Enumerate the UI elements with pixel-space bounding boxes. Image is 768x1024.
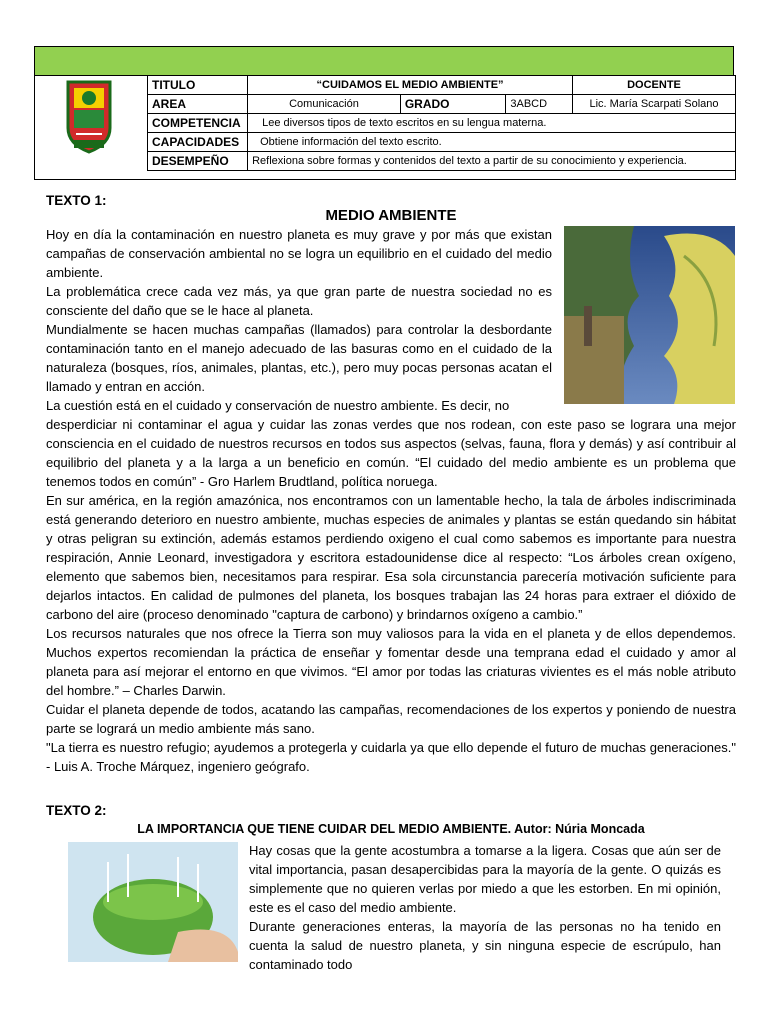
docente-label: DOCENTE (573, 76, 736, 95)
grado-label: GRADO (400, 95, 506, 114)
texto2-paragraph-2: Durante generaciones enteras, la mayoría de las personas no ha tenido en cuenta la salud de nuestro planeta, y sin ninguna especie de escrúpulo, han contaminado todo (249, 919, 721, 972)
texto1-paragraph-2: La problemática crece cada vez más, ya que gran parte de nuestra sociedad no es consciente del daño que se le hace al planeta. (46, 284, 552, 318)
texto1-paragraph-3: Mundialmente se hacen muchas campañas (llamados) para controlar la desbordante contaminación tanto en el manejo adecuado de las basuras como en el cuidado de la naturaleza (bosques, ríos, animales, plantas, etc.), pero muy pocas personas acatan el llamado y entran en acción. (46, 322, 552, 394)
docente-value: Lic. María Scarpati Solano (573, 95, 736, 114)
grado-value: 3ABCD (506, 95, 573, 114)
area-label: AREA (148, 95, 248, 114)
texto1-paragraph-4b: desperdiciar ni contaminar el agua y cuidar las zonas verdes que nos rodean, con este paso se lograra una mejor consciencia en el cuidado de nuestros recursos en todos sus aspectos (selvas, fauna, flora y demás) y así contribuir al equilibrio del planeta y a la larga a un beneficio en común. “El cuidado del medio ambiente es un problema que tenemos todos en común” - Gro Harlem Brudtland, política noruega. (46, 417, 736, 489)
desempeno-label: DESEMPEÑO (148, 152, 248, 171)
texto1-paragraph-5: En sur américa, en la región amazónica, nos encontramos con un lamentable hecho, la tala de árboles indiscriminada está generando deterioro en nuestro ambiente, muchas especies de animales y plantas se están quedando sin hábitat y otras peligran su extinción, además estamos perdiendo oxigeno el cual como sabemos es importante para nuestra respiración, Annie Leonard, investigadora y escritora estadounidense dice al respecto: “Los árboles crean oxígeno, elemento que sabemos bien, necesitamos para respirar. Esa sola circunstancia parecería motivación suficiente para dejarlos intactos. En calidad de pulmones del planeta, los bosques trabajan las 24 horas para extraer el dióxido de carbono del aire (proceso denominado "captura de carbono) y brindarnos oxígeno a cambio.” (46, 493, 736, 622)
texto1-title: MEDIO AMBIENTE (325, 207, 457, 224)
texto2-paragraph-1: Hay cosas que la gente acostumbra a tomarse a la ligera. Cosas que aún ser de vital importancia, pasan desapercibidas para la mayoría de la gente. O quizás es simplemente que no quieren verlas por miedo a que les estorben. En mi opinión, este es el caso del medio ambiente. (249, 843, 721, 915)
header-info-table (147, 75, 736, 171)
titulo-label: TITULO (148, 76, 248, 95)
capacidades-value: Obtiene información del texto escrito. (248, 133, 736, 152)
environment-illustration-image (564, 226, 735, 404)
texto1-paragraph-1: Hoy en día la contaminación en nuestro planeta es muy grave y por más que existan campañas de conservación ambiental no se logra un equilibrio en el cuidado del medio ambiente. (46, 227, 552, 280)
texto1-paragraph-8: "La tierra es nuestro refugio; ayudemos a protegerla y cuidarla ya que ello depende el futuro de muchas generaciones." - Luis A. Troche Márquez, ingeniero geógrafo. (46, 740, 736, 774)
school-crest-logo (64, 78, 114, 154)
desempeno-value: Reflexiona sobre formas y contenidos del texto a partir de su conocimiento y experiencia. (248, 152, 736, 171)
area-value: Comunicación (248, 95, 401, 114)
texto2-title: LA IMPORTANCIA QUE TIENE CUIDAR DEL MEDIO AMBIENTE. Autor: Núria Moncada (137, 822, 645, 836)
texto1-paragraph-6: Los recursos naturales que nos ofrece la Tierra son muy valiosos para la vida en el planeta y de ellos dependemos. Muchos expertos recomiendan la práctica de enseñar y fomentar desde una temprana edad el cuidado y amor al planeta para así mejorar el entorno en que vivimos. “El amor por todas las criaturas vivientes es el más noble atributo del hombre.” – Charles Darwin. (46, 626, 736, 698)
competencia-value: Lee diversos tipos de texto escritos en su lengua materna. (248, 114, 736, 133)
capacidades-label: CAPACIDADES (148, 133, 248, 152)
titulo-value: “CUIDAMOS EL MEDIO AMBIENTE” (248, 76, 573, 95)
texto1-paragraph-4a: La cuestión está en el cuidado y conservación de nuestro ambiente. Es decir, no (46, 398, 510, 413)
texto2-label: TEXTO 2: (46, 803, 107, 818)
texto1-paragraph-7: Cuidar el planeta depende de todos, acatando las campañas, recomendaciones de los expertos y poniendo de nuestra parte se logrará un medio ambiente más sano. (46, 702, 736, 736)
header-green-bar (34, 46, 734, 76)
competencia-label: COMPETENCIA (148, 114, 248, 133)
globe-in-hand-image (68, 842, 238, 962)
texto1-label: TEXTO 1: (46, 193, 107, 208)
